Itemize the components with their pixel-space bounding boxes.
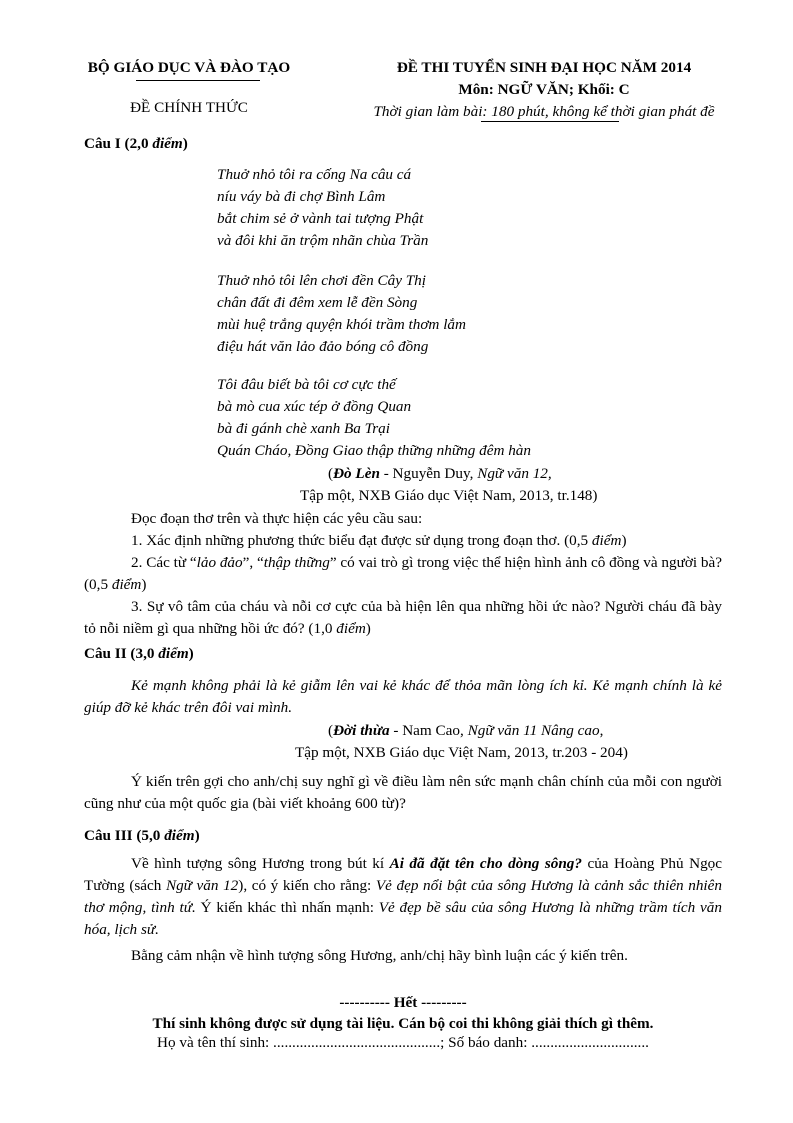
q2-citation-line2: Tập một, NXB Giáo dục Việt Nam, 2013, tr.203 - 204) <box>295 744 628 761</box>
q2-heading: Câu II (3,0 điểm) <box>84 645 194 662</box>
q1-item-1: 1. Xác định những phương thức biểu đạt được sử dụng trong đoạn thơ. (0,5 điểm) <box>131 532 627 549</box>
q2-task: Ý kiến trên gợi cho anh/chị suy nghĩ gì về điều làm nên sức mạnh chân chính của mỗi con người cũng như của một quốc gia (bài viết khoảng 600 từ)? <box>84 773 722 812</box>
q3-paragraph-1: Về hình tượng sông Hương trong bút kí Ai đã đặt tên cho dòng sông? của Hoàng Phủ Ngọc Tường (sách Ngữ văn 12), có ý kiến cho rằng: Vẻ đẹp nổi bật của sông Hương là cảnh sắc thiên nhiên thơ mộng, tình tứ. Ý kiến khác thì nhấn mạnh: Vẻ đẹp bề sâu của sông Hương là những trầm tích văn hóa, lịch sử. <box>84 855 722 938</box>
header-right <box>358 57 730 123</box>
header-left <box>84 57 294 119</box>
q1-heading: Câu I (2,0 điểm) <box>84 135 188 152</box>
exam-title: ĐỀ THI TUYỂN SINH ĐẠI HỌC NĂM 2014 <box>396 59 692 76</box>
poem-line: Thuở nhỏ tôi lên chơi đền Cây Thị <box>217 272 426 289</box>
poem-stanza-1 <box>217 164 428 252</box>
footer-note: Thí sinh không được sử dụng tài liệu. Cán bộ coi thi không giải thích gì thêm. <box>152 1015 654 1032</box>
q1-citation-line2: Tập một, NXB Giáo dục Việt Nam, 2013, tr.148) <box>300 487 598 504</box>
poem-line: bà mò cua xúc tép ở đồng Quan <box>217 398 412 415</box>
header-left-rule <box>136 80 260 81</box>
official-label: ĐỀ CHÍNH THỨC <box>130 99 248 116</box>
end-marker: ---------- Hết --------- <box>339 994 467 1011</box>
q3-heading: Câu III (5,0 điểm) <box>84 827 200 844</box>
q2-quote: Kẻ mạnh không phải là kẻ giẫm lên vai kẻ khác để thỏa mãn lòng ích kỉ. Kẻ mạnh chính là kẻ giúp đỡ kẻ khác trên đôi vai mình. <box>84 677 722 716</box>
q2-citation-line1: (Đời thừa - Nam Cao, Ngữ văn 11 Nâng cao, <box>328 722 604 739</box>
poem-stanza-3 <box>217 374 531 462</box>
q1-item-2: 2. Các từ “lảo đảo”, “thập thững” có vai trò gì trong việc thể hiện hình ảnh cô đồng và người bà? (0,5 điểm) <box>84 554 722 593</box>
q1-instruction: Đọc đoạn thơ trên và thực hiện các yêu cầu sau: <box>131 510 423 527</box>
q1-item-3: 3. Sự vô tâm của cháu và nỗi cơ cực của bà hiện lên qua những hồi ức nào? Người cháu đã bày tỏ nỗi niềm gì qua những hồi ức đó? (1,0 điểm) <box>84 598 722 637</box>
poem-line: điệu hát văn lảo đảo bóng cô đồng <box>217 338 429 355</box>
poem-line: Quán Cháo, Đồng Giao thập thững những đêm hàn <box>217 442 531 459</box>
exam-time: Thời gian làm bài: 180 phút, không kể thời gian phát đề <box>373 103 715 120</box>
poem-line: bắt chim sẻ ở vành tai tượng Phật <box>217 210 424 227</box>
poem-line: mùi huệ trắng quyện khói trầm thơm lắm <box>217 316 466 333</box>
poem-line: bà đi gánh chè xanh Ba Trại <box>217 420 390 437</box>
poem-line: chân đất đi đêm xem lễ đền Sòng <box>217 294 418 311</box>
ministry-name: BỘ GIÁO DỤC VÀ ĐÀO TẠO <box>87 59 291 76</box>
poem-line: và đôi khi ăn trộm nhãn chùa Trần <box>217 232 429 249</box>
header-right-rule <box>481 121 619 122</box>
poem-line: Tôi đâu biết bà tôi cơ cực thế <box>217 376 396 393</box>
poem-stanza-2 <box>217 270 466 358</box>
poem-line: níu váy bà đi chợ Bình Lâm <box>217 188 386 205</box>
q3-paragraph-2: Bằng cảm nhận về hình tượng sông Hương, anh/chị hãy bình luận các ý kiến trên. <box>131 947 628 964</box>
exam-subject: Môn: NGỮ VĂN; Khối: C <box>458 81 630 98</box>
candidate-fields: Họ và tên thí sinh: ............................................; Số báo danh: ............................... <box>157 1034 649 1051</box>
q1-citation-line1: (Đò Lèn - Nguyễn Duy, Ngữ văn 12, <box>328 465 552 482</box>
poem-line: Thuở nhỏ tôi ra cống Na câu cá <box>217 166 412 183</box>
